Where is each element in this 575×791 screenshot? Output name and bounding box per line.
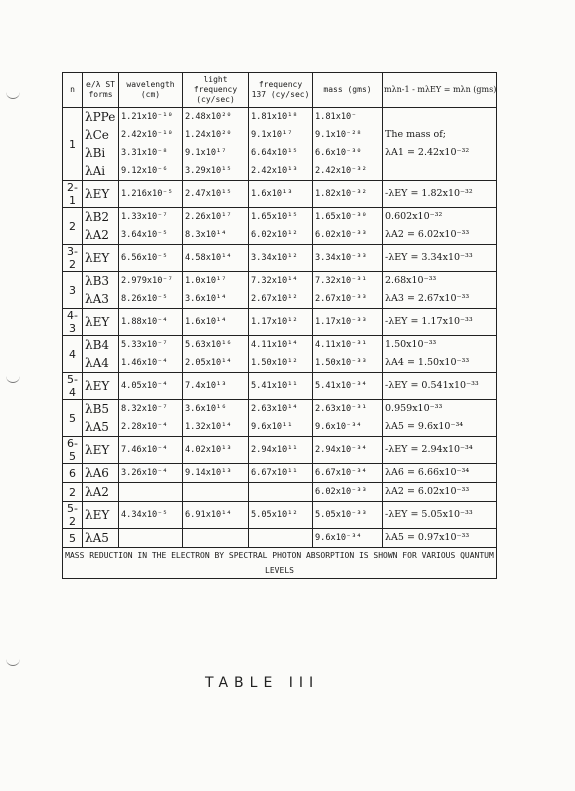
row-light-frequency [183, 208, 249, 245]
row-n: 2 [63, 483, 83, 502]
row-forms [83, 208, 119, 245]
table-row [63, 208, 497, 245]
row-wavelength-value: 1.88x10⁻⁴ [121, 317, 168, 327]
row-frequency-value: 5.05x10¹² [251, 510, 298, 520]
row-mass-value: 3.34x10⁻³³ [315, 253, 367, 263]
row-mass [313, 464, 383, 483]
row-light-frequency-value: 1.32x10¹⁴ [185, 422, 232, 432]
row-forms-value: λB3 [85, 274, 110, 288]
row-n: 2 [63, 208, 83, 245]
row-forms-value: λEY [85, 508, 110, 522]
row-mass-note-value: -λEY = 1.82x10⁻³² [385, 188, 473, 199]
row-frequency-value: 2.67x10¹² [251, 294, 298, 304]
row-frequency-value: 1.81x10¹⁸ [251, 112, 298, 122]
row-frequency [249, 502, 313, 529]
row-forms [83, 502, 119, 529]
row-mass-note-value: 0.959x10⁻³³ [385, 403, 443, 414]
table-row [63, 272, 497, 309]
table-row [63, 400, 497, 437]
header-row [63, 73, 497, 108]
row-forms [83, 529, 119, 548]
row-wavelength-value: 3.64x10⁻⁵ [121, 230, 168, 240]
header-formula: mλn-1 - mλEY = mλn (gms) [383, 73, 497, 108]
row-wavelength-value [121, 529, 180, 547]
row-forms-value: λA2 [85, 485, 109, 499]
row-mass-note-value: -λEY = 2.94x10⁻³⁴ [385, 444, 473, 455]
table-row [63, 373, 497, 400]
row-forms [83, 373, 119, 400]
row-mass [313, 245, 383, 272]
row-mass [313, 208, 383, 245]
row-mass-value: 9.1x10⁻²⁸ [315, 130, 362, 140]
row-mass [313, 309, 383, 336]
row-frequency [249, 108, 313, 181]
row-mass-value: 1.65x10⁻³⁰ [315, 212, 367, 222]
row-light-frequency [183, 529, 249, 548]
row-n: 5-2 [63, 502, 83, 529]
row-forms-value: λCe [85, 128, 109, 142]
row-light-frequency [183, 108, 249, 181]
row-forms [83, 400, 119, 437]
row-mass-note [383, 336, 497, 373]
row-light-frequency-value: 3.6x10¹⁴ [185, 294, 227, 304]
row-forms-value: λPPe [85, 110, 116, 124]
row-mass-note [383, 464, 497, 483]
row-forms-value: λB4 [85, 338, 110, 352]
row-forms-value: λEY [85, 443, 110, 457]
row-mass-note-value: λA2 = 6.02x10⁻³³ [385, 486, 470, 497]
row-frequency-value: 6.67x10¹¹ [251, 468, 298, 478]
row-light-frequency-value: 9.14x10¹³ [185, 468, 232, 478]
row-wavelength [119, 272, 183, 309]
table-row [63, 245, 497, 272]
row-wavelength-value: 3.31x10⁻⁸ [121, 148, 168, 158]
row-wavelength-value: 9.12x10⁻⁶ [121, 166, 168, 176]
row-mass-note-value: λA5 = 9.6x10⁻³⁴ [385, 421, 464, 432]
row-n: 6 [63, 464, 83, 483]
row-light-frequency-value: 2.26x10¹⁷ [185, 212, 232, 222]
row-light-frequency-value: 3.29x10¹⁵ [185, 166, 232, 176]
table-row [63, 181, 497, 208]
row-light-frequency [183, 437, 249, 464]
row-wavelength-value: 2.42x10⁻¹⁰ [121, 130, 173, 140]
row-wavelength-value: 5.33x10⁻⁷ [121, 340, 168, 350]
row-wavelength-value: 8.32x10⁻⁷ [121, 404, 168, 414]
row-frequency-value: 9.6x10¹¹ [251, 422, 293, 432]
binder-hole-mark [6, 88, 20, 99]
row-forms-value: λAi [85, 164, 106, 178]
row-forms [83, 181, 119, 208]
row-wavelength [119, 181, 183, 208]
row-wavelength [119, 373, 183, 400]
caption-row [63, 548, 497, 579]
row-mass-value: 2.63x10⁻³¹ [315, 404, 367, 414]
row-n: 1 [63, 108, 83, 181]
row-forms [83, 108, 119, 181]
row-forms-value: λEY [85, 187, 110, 201]
row-mass-note [383, 245, 497, 272]
table-row [63, 437, 497, 464]
row-mass-value: 5.05x10⁻³³ [315, 510, 367, 520]
row-frequency-value: 4.11x10¹⁴ [251, 340, 298, 350]
row-frequency [249, 336, 313, 373]
row-light-frequency-value [185, 483, 246, 501]
row-wavelength-value: 6.56x10⁻⁵ [121, 253, 168, 263]
row-frequency [249, 464, 313, 483]
row-wavelength-value: 1.46x10⁻⁴ [121, 358, 168, 368]
table-row [63, 309, 497, 336]
row-frequency-value: 2.63x10¹⁴ [251, 404, 298, 414]
row-wavelength [119, 502, 183, 529]
row-mass [313, 373, 383, 400]
row-light-frequency [183, 272, 249, 309]
row-mass-value: 1.17x10⁻³³ [315, 317, 367, 327]
row-mass-value: 6.6x10⁻³⁰ [315, 148, 362, 158]
row-mass-note [383, 309, 497, 336]
table-row [63, 502, 497, 529]
row-light-frequency [183, 400, 249, 437]
row-wavelength [119, 529, 183, 548]
row-forms [83, 272, 119, 309]
row-wavelength [119, 483, 183, 502]
row-mass-note-value: -λEY = 3.34x10⁻³³ [385, 252, 473, 263]
row-n: 2-1 [63, 181, 83, 208]
row-light-frequency [183, 502, 249, 529]
row-frequency-value: 2.42x10¹³ [251, 166, 298, 176]
row-frequency-value: 5.41x10¹¹ [251, 381, 298, 391]
table-caption: MASS REDUCTION IN THE ELECTRON BY SPECTRAL PHOTON ABSORPTION IS SHOWN FOR VARIOUS QUANTUM LEVELS [63, 548, 497, 579]
row-forms-value: λA6 [85, 466, 109, 480]
row-light-frequency-value: 1.6x10¹⁴ [185, 317, 227, 327]
header-forms: e/λ ST forms [83, 73, 119, 108]
row-mass-value: 7.32x10⁻³¹ [315, 276, 367, 286]
row-mass-note [383, 437, 497, 464]
row-light-frequency-value: 5.63x10¹⁶ [185, 340, 232, 350]
row-light-frequency-value: 9.1x10¹⁷ [185, 148, 227, 158]
row-mass-value: 9.6x10⁻³⁴ [315, 533, 362, 543]
row-light-frequency [183, 336, 249, 373]
row-mass-note-value: λA3 = 2.67x10⁻³³ [385, 293, 470, 304]
row-mass-note [383, 108, 497, 181]
binder-hole-mark [6, 372, 20, 383]
header-light-frequency: light frequency (cy/sec) [183, 73, 249, 108]
row-forms-value: λBi [85, 146, 106, 160]
row-forms [83, 464, 119, 483]
row-n: 5 [63, 400, 83, 437]
row-wavelength-value: 1.21x10⁻¹⁰ [121, 112, 173, 122]
row-light-frequency-value: 4.58x10¹⁴ [185, 253, 232, 263]
row-forms-value: λA2 [85, 228, 109, 242]
row-light-frequency-value: 1.24x10²⁰ [185, 130, 232, 140]
row-wavelength [119, 400, 183, 437]
row-frequency-value [251, 529, 310, 547]
row-light-frequency [183, 373, 249, 400]
row-mass-note [383, 272, 497, 309]
row-mass [313, 181, 383, 208]
table-row [63, 336, 497, 373]
row-forms [83, 309, 119, 336]
row-frequency [249, 208, 313, 245]
row-forms [83, 437, 119, 464]
row-light-frequency-value: 3.6x10¹⁶ [185, 404, 227, 414]
row-mass-note [383, 400, 497, 437]
row-mass-value: 1.82x10⁻³² [315, 189, 367, 199]
row-mass-note-value: -λEY = 1.17x10⁻³³ [385, 316, 473, 327]
row-light-frequency [183, 309, 249, 336]
row-mass-note-value: -λEY = 5.05x10⁻³³ [385, 509, 473, 520]
row-forms [83, 336, 119, 373]
row-mass [313, 272, 383, 309]
row-wavelength [119, 208, 183, 245]
row-mass-note [383, 181, 497, 208]
row-frequency [249, 437, 313, 464]
row-light-frequency [183, 181, 249, 208]
row-wavelength [119, 108, 183, 181]
row-mass-note-value: -λEY = 0.541x10⁻³³ [385, 380, 479, 391]
row-frequency [249, 272, 313, 309]
row-light-frequency-value: 2.47x10¹⁵ [185, 189, 232, 199]
row-mass-value: 6.67x10⁻³⁴ [315, 468, 367, 478]
row-frequency [249, 529, 313, 548]
row-light-frequency [183, 464, 249, 483]
row-mass-value: 6.02x10⁻³³ [315, 487, 367, 497]
table-row [63, 464, 497, 483]
row-wavelength-value: 4.34x10⁻⁵ [121, 510, 168, 520]
table-body [63, 108, 497, 548]
row-frequency-value: 2.94x10¹¹ [251, 445, 298, 455]
row-mass-note [383, 208, 497, 245]
row-frequency-value [251, 483, 310, 501]
row-frequency [249, 309, 313, 336]
row-forms [83, 483, 119, 502]
row-mass-value: 1.81x10⁻ [315, 112, 357, 122]
row-mass-value: 4.11x10⁻³¹ [315, 340, 367, 350]
row-mass-note-value: The mass of; [385, 129, 446, 140]
row-forms-value: λB2 [85, 210, 110, 224]
row-frequency [249, 373, 313, 400]
row-mass-note-value: 0.602x10⁻³² [385, 211, 443, 222]
row-mass-note-value: 2.68x10⁻³³ [385, 275, 437, 286]
row-forms [83, 245, 119, 272]
row-light-frequency-value: 6.91x10¹⁴ [185, 510, 232, 520]
row-mass-value: 2.94x10⁻³⁴ [315, 445, 367, 455]
row-wavelength-value: 7.46x10⁻⁴ [121, 445, 168, 455]
row-n: 5 [63, 529, 83, 548]
row-wavelength-value: 4.05x10⁻⁴ [121, 381, 168, 391]
header-frequency: frequency 137 (cy/sec) [249, 73, 313, 108]
row-frequency-value: 1.17x10¹² [251, 317, 298, 327]
row-wavelength-value: 1.216x10⁻⁵ [121, 189, 173, 199]
row-n: 5-4 [63, 373, 83, 400]
row-mass-value: 5.41x10⁻³⁴ [315, 381, 367, 391]
row-wavelength-value: 8.26x10⁻⁵ [121, 294, 168, 304]
row-light-frequency [183, 483, 249, 502]
table-title: TABLE III [205, 675, 320, 691]
row-light-frequency-value: 2.48x10²⁰ [185, 112, 232, 122]
binder-hole-mark [6, 655, 20, 666]
row-mass-note-value: λA4 = 1.50x10⁻³³ [385, 357, 470, 368]
row-forms-value: λEY [85, 315, 110, 329]
row-mass [313, 437, 383, 464]
row-forms-value: λEY [85, 379, 110, 393]
row-wavelength [119, 309, 183, 336]
row-forms-value: λEY [85, 251, 110, 265]
row-n: 3-2 [63, 245, 83, 272]
row-light-frequency-value [185, 529, 246, 547]
row-forms-value: λA5 [85, 531, 109, 545]
table-row [63, 529, 497, 548]
row-forms-value: λA4 [85, 356, 109, 370]
row-wavelength-value: 1.33x10⁻⁷ [121, 212, 168, 222]
row-frequency [249, 181, 313, 208]
row-n: 3 [63, 272, 83, 309]
row-wavelength-value: 2.28x10⁻⁴ [121, 422, 168, 432]
table-row [63, 108, 497, 181]
table-row [63, 483, 497, 502]
row-mass [313, 400, 383, 437]
row-light-frequency [183, 245, 249, 272]
row-mass-value: 1.50x10⁻³³ [315, 358, 367, 368]
row-light-frequency-value: 2.05x10¹⁴ [185, 358, 232, 368]
row-mass-note-value: λA2 = 6.02x10⁻³³ [385, 229, 470, 240]
row-mass-note-value: λA5 = 0.97x10⁻³³ [385, 532, 470, 543]
header-n: n [63, 73, 83, 108]
row-mass [313, 108, 383, 181]
row-forms-value: λA5 [85, 420, 109, 434]
row-mass-value: 2.42x10⁻³² [315, 166, 367, 176]
row-mass [313, 483, 383, 502]
row-mass-value: 2.67x10⁻³³ [315, 294, 367, 304]
row-n: 4 [63, 336, 83, 373]
row-light-frequency-value: 4.02x10¹³ [185, 445, 232, 455]
table-iii [62, 72, 497, 579]
row-mass-note-value: 1.50x10⁻³³ [385, 339, 437, 350]
row-mass-value: 6.02x10⁻³³ [315, 230, 367, 240]
header-mass: mass (gms) [313, 73, 383, 108]
row-mass [313, 529, 383, 548]
row-frequency-value: 6.02x10¹² [251, 230, 298, 240]
row-wavelength [119, 437, 183, 464]
row-forms-value: λA3 [85, 292, 109, 306]
row-n: 6-5 [63, 437, 83, 464]
row-mass-note [383, 483, 497, 502]
row-mass [313, 502, 383, 529]
row-mass-note-value: λA6 = 6.66x10⁻³⁴ [385, 467, 470, 478]
row-mass-value: 9.6x10⁻³⁴ [315, 422, 362, 432]
row-light-frequency-value: 8.3x10¹⁴ [185, 230, 227, 240]
row-mass-note [383, 502, 497, 529]
row-frequency-value: 9.1x10¹⁷ [251, 130, 293, 140]
row-frequency [249, 400, 313, 437]
row-mass [313, 336, 383, 373]
row-forms-value: λB5 [85, 402, 110, 416]
row-frequency [249, 483, 313, 502]
row-frequency [249, 245, 313, 272]
row-wavelength-value: 3.26x10⁻⁴ [121, 468, 168, 478]
row-wavelength-value [121, 483, 180, 501]
header-wavelength: wavelength (cm) [119, 73, 183, 108]
row-mass-note-value: λA1 = 2.42x10⁻³² [385, 147, 470, 158]
row-wavelength [119, 464, 183, 483]
row-n: 4-3 [63, 309, 83, 336]
row-frequency-value: 6.64x10¹⁵ [251, 148, 298, 158]
row-frequency-value: 1.50x10¹² [251, 358, 298, 368]
row-frequency-value: 1.6x10¹³ [251, 189, 293, 199]
row-light-frequency-value: 7.4x10¹³ [185, 381, 227, 391]
row-wavelength-value: 2.979x10⁻⁷ [121, 276, 173, 286]
row-wavelength [119, 336, 183, 373]
row-frequency-value: 3.34x10¹² [251, 253, 298, 263]
row-frequency-value: 7.32x10¹⁴ [251, 276, 298, 286]
row-wavelength [119, 245, 183, 272]
row-light-frequency-value: 1.0x10¹⁷ [185, 276, 227, 286]
row-mass-note [383, 373, 497, 400]
row-mass-note [383, 529, 497, 548]
row-frequency-value: 1.65x10¹⁵ [251, 212, 298, 222]
